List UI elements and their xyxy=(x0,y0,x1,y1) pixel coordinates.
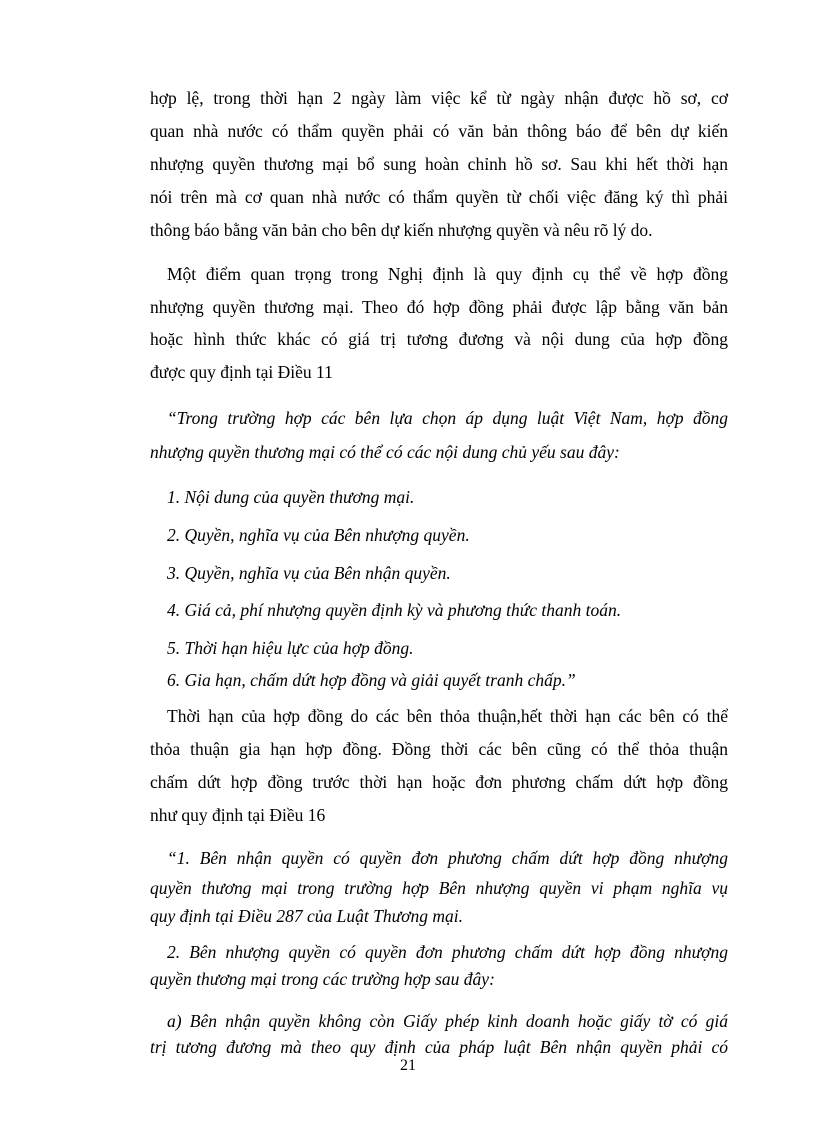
text-line: hợp lệ, trong thời hạn 2 ngày làm việc kể từ ngày nhận được hồ sơ, cơ xyxy=(150,88,728,108)
text-line: nhượng quyền thương mại. Theo đó hợp đồng phải được lập bằng văn bản xyxy=(150,297,728,317)
text-line: quyền thương mại trong trường hợp Bên nhượng quyền vi phạm nghĩa vụ xyxy=(150,878,728,898)
list-item: 1. Nội dung của quyền thương mại. xyxy=(167,487,415,507)
text-line: 2. Bên nhượng quyền có quyền đơn phương chấm dứt hợp đồng nhượng xyxy=(167,942,728,962)
text-line: “1. Bên nhận quyền có quyền đơn phương chấm dứt hợp đồng nhượng xyxy=(167,848,728,868)
page-number: 21 xyxy=(400,1057,416,1074)
text-line: được quy định tại Điều 11 xyxy=(150,362,333,382)
text-line: nói trên mà cơ quan nhà nước có thẩm quyền từ chối việc đăng ký thì phải xyxy=(150,187,728,207)
list-item: 2. Quyền, nghĩa vụ của Bên nhượng quyền. xyxy=(167,525,470,545)
list-item: 5. Thời hạn hiệu lực của hợp đồng. xyxy=(167,638,414,658)
text-line: quy định tại Điều 287 của Luật Thương mại. xyxy=(150,906,463,926)
text-line: quan nhà nước có thẩm quyền phải có văn bản thông báo để bên dự kiến xyxy=(150,121,728,141)
text-line: “Trong trường hợp các bên lựa chọn áp dụng luật Việt Nam, hợp đồng xyxy=(167,408,728,428)
text-line: thông báo bằng văn bản cho bên dự kiến nhượng quyền và nêu rõ lý do. xyxy=(150,220,653,240)
text-line: thỏa thuận gia hạn hợp đồng. Đồng thời các bên cũng có thể thỏa thuận xyxy=(150,739,728,759)
text-line: Thời hạn của hợp đồng do các bên thỏa thuận,hết thời hạn các bên có thể xyxy=(167,706,728,726)
text-line: chấm dứt hợp đồng trước thời hạn hoặc đơn phương chấm dứt hợp đồng xyxy=(150,772,728,792)
text-line: Một điểm quan trọng trong Nghị định là quy định cụ thể về hợp đồng xyxy=(167,264,728,284)
list-item: 6. Gia hạn, chấm dứt hợp đồng và giải quyết tranh chấp.” xyxy=(167,670,576,690)
text-line: trị tương đương mà theo quy định của pháp luật Bên nhận quyền phải có xyxy=(150,1037,728,1057)
text-line: nhượng quyền thương mại có thể có các nội dung chủ yếu sau đây: xyxy=(150,442,620,462)
text-line: a) Bên nhận quyền không còn Giấy phép kinh doanh hoặc giấy tờ có giá xyxy=(167,1011,728,1031)
text-line: nhượng quyền thương mại bổ sung hoàn chỉnh hồ sơ. Sau khi hết thời hạn xyxy=(150,154,728,174)
text-line: như quy định tại Điều 16 xyxy=(150,805,326,825)
list-item: 4. Giá cả, phí nhượng quyền định kỳ và phương thức thanh toán. xyxy=(167,600,622,620)
list-item: 3. Quyền, nghĩa vụ của Bên nhận quyền. xyxy=(167,563,451,583)
text-line: hoặc hình thức khác có giá trị tương đương và nội dung của hợp đồng xyxy=(150,329,728,349)
text-line: quyền thương mại trong các trường hợp sau đây: xyxy=(150,969,495,989)
